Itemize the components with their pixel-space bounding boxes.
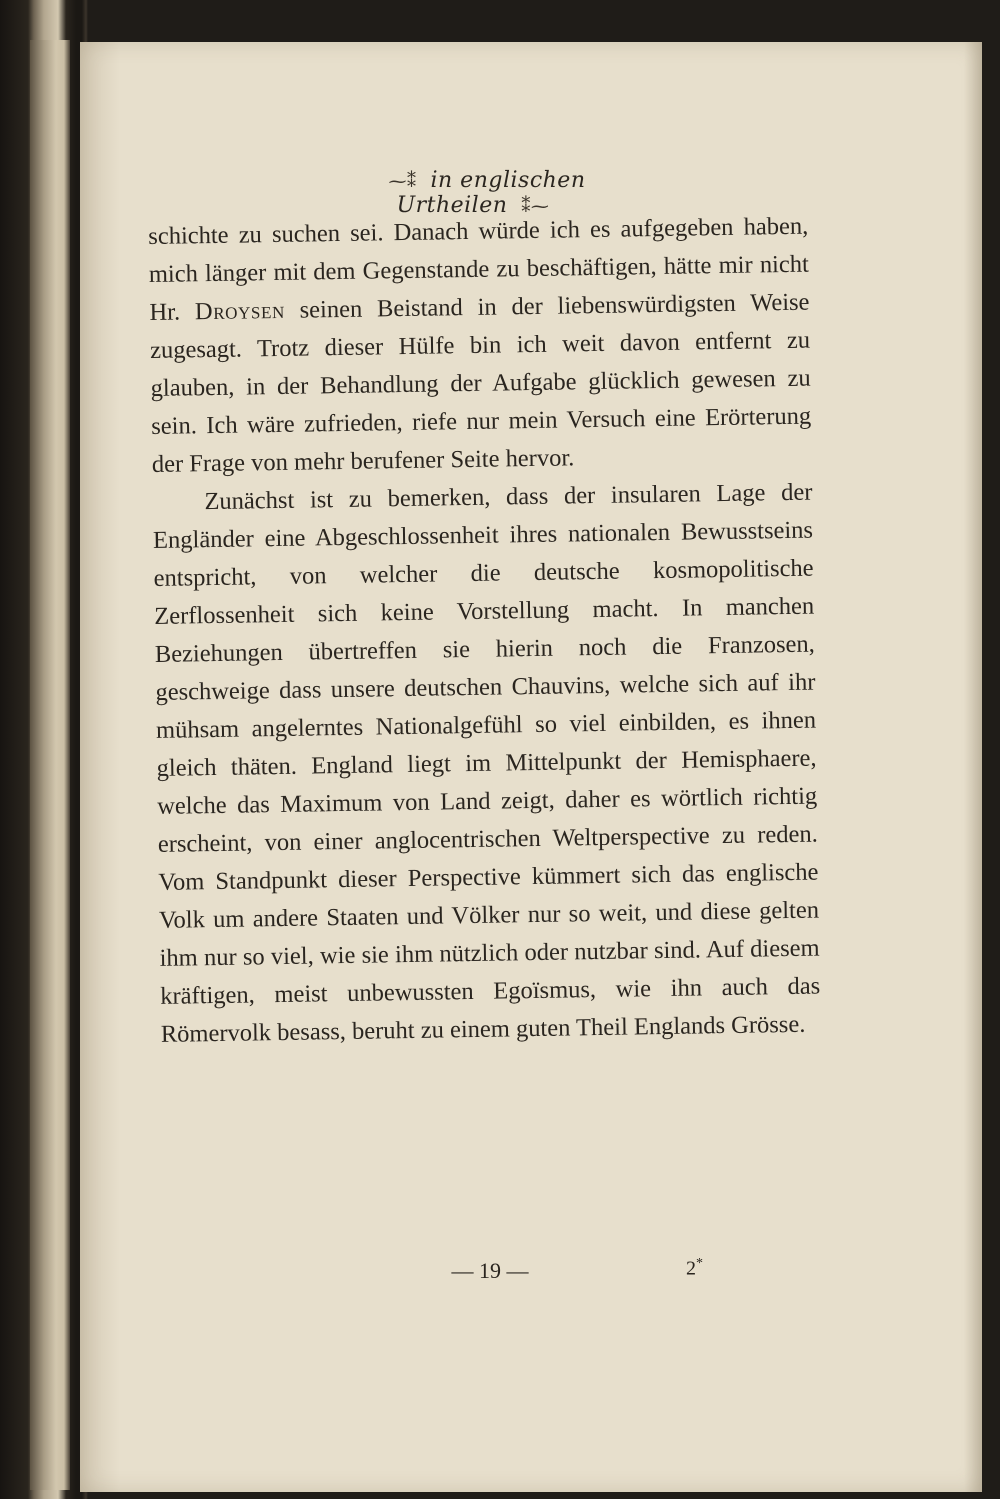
author-name-droysen: Droysen [194,296,286,326]
signature-mark [686,1256,703,1281]
signature-star: * [696,1256,703,1271]
paragraph-1 [148,208,812,484]
signature-number: 2 [686,1257,696,1280]
body-text [148,208,821,1054]
ornament-left-icon: ⁓⁑ [388,171,417,192]
paragraph-1-end: seinen Beistand in der liebenswürdigsten Weise zugesagt. Trotz dieser Hülfe bin ich weit davon entfernt zu glauben, in der Behandlung der Aufgabe glücklich gewesen zu sein. Ich wäre zufrieden, riefe nur mein Versuch eine Erörterung der Frage von mehr berufener Seite hervor. [149,288,812,478]
ornament-right-icon: ⁑⁓ [521,196,550,217]
left-page-edge [30,40,70,1490]
page-number: — 19 — [451,1258,529,1283]
running-head-title: in englischen Urtheilen [396,168,586,218]
paragraph-1-start: schichte zu suchen sei. Danach würde ich es aufgegeben haben, mich länger mit dem Gegenstande zu beschäftigen, hätte mir nicht Hr. [148,212,810,326]
paragraph-2: Zunächst ist zu bemerken, dass der insularen Lage der Engländer eine Abgeschlossenheit ihres nationalen Bewusstseins entspricht, von welcher die deutsche kosmopolitische Zerflossenheit sich keine Vorstellung macht. In manchen Beziehungen übertreffen sie hierin noch die Franzosen, geschweige dass unsere deutschen Chauvins, welche sich auf ihr mühsam angelerntes Nationalgefühl so viel einbilden, es ihnen gleich thäten. England liegt im Mittelpunkt der Hemisphaere, welche das Maximum von Land zeigt, daher es wörtlich richtig erscheint, von einer anglocentrischen Weltperspective zu reden. Vom Standpunkt dieser Perspective kümmert sich das englische Volk um andere Staaten und Völker nur so weit, und diese gelten ihm nur so viel, wie sie ihm nützlich oder nutzbar sind. Auf diesem kräftigen, meist unbewussten Egoïsmus, wie ihn auch das Römervolk besass, beruht zu einem guten Theil Englands Grösse. [152,478,821,1048]
